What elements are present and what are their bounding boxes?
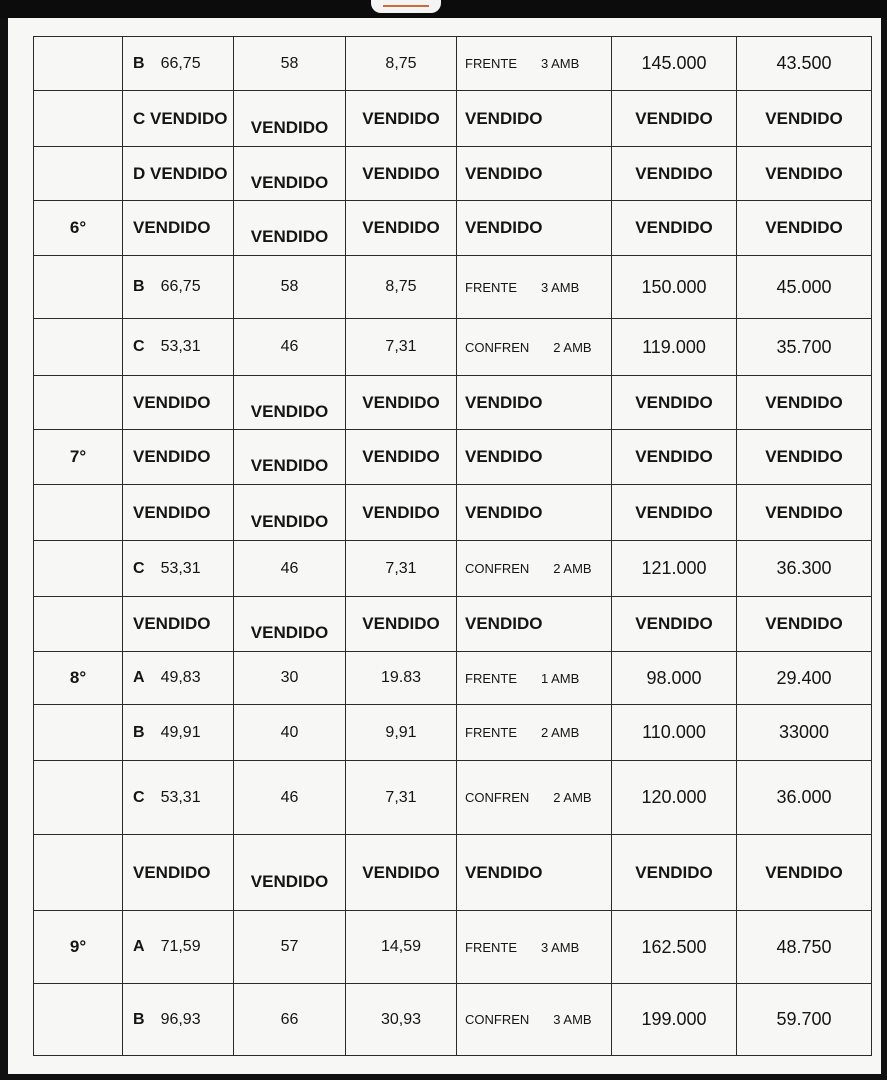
down-payment-cell [737,37,872,91]
uncovered-area: 9,91 [385,723,417,741]
rooms-label: 3 AMB [541,939,580,955]
table-row [34,201,872,256]
price-cell [612,911,737,984]
unit-total-area: 53,31 [160,338,201,355]
table-row [34,597,872,652]
floor-cell [34,541,123,597]
uncovered-area-cell [346,541,457,597]
floor-cell [34,835,123,911]
down-payment-cell [737,485,872,541]
price-value: 110.000 [642,722,706,742]
sold-label: VENDIDO [465,862,543,882]
down-payment-cell [737,256,872,319]
unit-cell [123,485,234,541]
price-cell [612,761,737,835]
floor-cell [34,984,123,1056]
type-cell [457,761,612,835]
rooms-label: 3 AMB [553,1012,592,1027]
covered-area: 46 [280,338,299,355]
screen-top-bar [0,0,887,18]
unit-letter: C [133,788,145,806]
type-cell [457,705,612,761]
unit-total-area: 49,91 [160,723,201,741]
uncovered-area-cell [346,37,457,91]
unit-cell [123,376,234,430]
scroll-handle[interactable] [371,0,441,13]
sold-label: VENDIDO [465,447,543,466]
covered-area: 57 [280,938,299,955]
covered-area: 40 [280,723,299,741]
sold-label: VENDIDO [465,218,543,237]
type-cell [457,91,612,147]
down-payment-value: 33000 [778,722,830,742]
sold-label: VENDIDO [250,227,329,246]
sold-label: VENDIDO [465,108,543,128]
down-payment-value: 43.500 [776,53,832,73]
down-payment-cell [737,319,872,376]
floor-label: 9° [69,937,87,956]
uncovered-area-cell [346,319,457,376]
down-payment-cell [737,201,872,256]
sold-label: VENDIDO [635,502,713,522]
type-cell [457,835,612,911]
floor-label: 8° [69,668,87,687]
table-row [34,256,872,319]
uncovered-area: 8,75 [385,54,417,72]
uncovered-area: 30,93 [380,1010,422,1028]
unit-label: VENDIDO [133,502,211,522]
type-cell [457,319,612,376]
unit-cell [123,541,234,597]
covered-area-cell [234,597,346,652]
type-cell [457,147,612,201]
covered-area: 66 [280,1010,299,1028]
unit-letter: C [133,559,145,577]
down-payment-cell [737,541,872,597]
unit-total-area: 66,75 [160,54,201,72]
unit-letter: A [133,938,145,955]
unit-cell [123,705,234,761]
covered-area-cell [234,911,346,984]
unit-cell [123,37,234,91]
sold-label: VENDIDO [362,218,440,237]
price-cell [612,256,737,319]
floor-cell [34,761,123,835]
sold-label: VENDIDO [635,862,713,882]
sold-label: VENDIDO [362,614,440,633]
floor-cell [34,256,123,319]
price-cell [612,652,737,705]
down-payment-value: 36.300 [776,558,832,578]
table-row [34,376,872,430]
price-value: 98.000 [646,667,702,688]
unit-cell [123,147,234,201]
covered-area: 58 [280,278,299,295]
price-value: 121.000 [641,558,707,578]
floor-cell [34,652,123,705]
unit-letter: A [133,669,145,686]
covered-area: 58 [280,54,299,72]
unit-letter: C [133,338,145,355]
sold-label: VENDIDO [362,447,440,466]
unit-cell [123,597,234,652]
floor-cell [34,597,123,652]
unit-label: VENDIDO [133,614,211,633]
unit-letter: B [133,278,145,295]
sold-label: VENDIDO [765,108,843,128]
price-cell [612,201,737,256]
floor-cell [34,37,123,91]
unit-total-area: 49,83 [160,669,201,686]
covered-area-cell [234,541,346,597]
down-payment-cell [737,376,872,430]
floor-cell [34,376,123,430]
price-value: 199.000 [641,1009,707,1029]
covered-area-cell [234,761,346,835]
price-cell [612,705,737,761]
type-cell [457,541,612,597]
sold-label: VENDIDO [635,108,713,128]
unit-cell [123,201,234,256]
uncovered-area-cell [346,485,457,541]
uncovered-area: 8,75 [385,278,417,295]
uncovered-area: 14,59 [380,938,422,955]
orientation-label: FRENTE [465,725,517,740]
table-row [34,430,872,485]
table-row [34,91,872,147]
rooms-label: 2 AMB [553,561,592,576]
unit-total-area: 71,59 [160,938,201,955]
sold-label: VENDIDO [765,862,843,882]
sold-label: VENDIDO [250,456,329,475]
sold-label: VENDIDO [250,511,329,531]
floor-cell [34,201,123,256]
sold-label: VENDIDO [362,163,440,183]
unit-cell [123,430,234,485]
sold-label: VENDIDO [765,163,843,183]
sold-label: VENDIDO [250,871,329,891]
rooms-label: 3 AMB [541,56,580,71]
orientation-label: CONFREN [465,790,530,805]
price-cell [612,597,737,652]
price-cell [612,37,737,91]
uncovered-area-cell [346,705,457,761]
uncovered-area-cell [346,201,457,256]
type-cell [457,597,612,652]
unit-cell [123,835,234,911]
table-row [34,319,872,376]
uncovered-area-cell [346,652,457,705]
unit-letter: B [133,1010,145,1028]
covered-area-cell [234,485,346,541]
down-payment-value: 45.000 [776,276,832,297]
down-payment-value: 59.700 [776,1009,832,1029]
price-list-table [33,36,872,1056]
type-cell [457,376,612,430]
covered-area: 46 [280,788,299,806]
uncovered-area-cell [346,835,457,911]
price-cell [612,485,737,541]
sold-label: VENDIDO [250,172,329,192]
unit-cell [123,652,234,705]
down-payment-cell [737,705,872,761]
unit-letter: B [133,723,145,741]
table-row [34,911,872,984]
handle-mark [383,5,429,7]
table-row [34,485,872,541]
unit-cell [123,256,234,319]
price-cell [612,376,737,430]
sold-label: VENDIDO [635,614,713,633]
type-cell [457,37,612,91]
unit-cell [123,91,234,147]
uncovered-area-cell [346,147,457,201]
unit-total-area: 53,31 [160,559,201,577]
sold-label: VENDIDO [250,117,329,137]
sold-label: VENDIDO [362,502,440,522]
covered-area-cell [234,652,346,705]
uncovered-area-cell [346,376,457,430]
covered-area-cell [234,319,346,376]
price-cell [612,147,737,201]
sold-label: VENDIDO [765,392,843,412]
sold-label: VENDIDO [362,108,440,128]
covered-area-cell [234,705,346,761]
type-cell [457,485,612,541]
price-value: 162.500 [641,936,707,957]
floor-label: 6° [69,218,87,237]
orientation-label: FRENTE [465,56,517,71]
down-payment-value: 29.400 [776,667,832,688]
type-cell [457,984,612,1056]
covered-area-cell [234,91,346,147]
unit-label: C VENDIDO [133,108,228,128]
down-payment-cell [737,147,872,201]
down-payment-cell [737,761,872,835]
table-row [34,705,872,761]
sold-label: VENDIDO [362,392,440,412]
price-cell [612,984,737,1056]
price-cell [612,430,737,485]
uncovered-area-cell [346,761,457,835]
covered-area-cell [234,835,346,911]
orientation-label: FRENTE [465,939,517,955]
down-payment-value: 35.700 [776,336,832,357]
type-cell [457,652,612,705]
price-cell [612,541,737,597]
floor-cell [34,147,123,201]
sold-label: VENDIDO [635,392,713,412]
type-cell [457,201,612,256]
orientation-label: CONFREN [465,561,530,576]
orientation-label: CONFREN [465,1012,530,1027]
type-cell [457,430,612,485]
unit-label: VENDIDO [133,392,211,412]
down-payment-cell [737,430,872,485]
covered-area-cell [234,201,346,256]
down-payment-cell [737,911,872,984]
uncovered-area-cell [346,911,457,984]
floor-cell [34,911,123,984]
covered-area: 30 [280,669,299,686]
uncovered-area-cell [346,597,457,652]
down-payment-cell [737,597,872,652]
unit-cell [123,761,234,835]
floor-cell [34,430,123,485]
uncovered-area-cell [346,91,457,147]
floor-cell [34,705,123,761]
sold-label: VENDIDO [250,401,329,421]
unit-total-area: 96,93 [160,1010,201,1028]
type-cell [457,256,612,319]
sold-label: VENDIDO [465,614,543,633]
down-payment-cell [737,91,872,147]
unit-label: VENDIDO [133,862,211,882]
sold-label: VENDIDO [635,218,713,237]
unit-cell [123,984,234,1056]
down-payment-value: 48.750 [776,936,832,957]
unit-total-area: 66,75 [160,278,201,295]
down-payment-cell [737,984,872,1056]
covered-area-cell [234,430,346,485]
document-page [8,18,881,1074]
rooms-label: 2 AMB [541,725,580,740]
uncovered-area: 7,31 [385,788,417,806]
orientation-label: FRENTE [465,279,517,295]
rooms-label: 3 AMB [541,279,580,295]
sold-label: VENDIDO [765,502,843,522]
table-row [34,761,872,835]
price-value: 119.000 [642,336,706,357]
covered-area-cell [234,147,346,201]
sold-label: VENDIDO [465,392,543,412]
covered-area: 46 [280,559,299,577]
sold-label: VENDIDO [635,447,713,466]
sold-label: VENDIDO [250,623,329,642]
uncovered-area-cell [346,430,457,485]
uncovered-area: 19.83 [380,669,422,686]
down-payment-cell [737,835,872,911]
price-cell [612,835,737,911]
covered-area-cell [234,376,346,430]
sold-label: VENDIDO [765,614,843,633]
type-cell [457,911,612,984]
uncovered-area-cell [346,256,457,319]
sold-label: VENDIDO [362,862,440,882]
uncovered-area: 7,31 [385,559,417,577]
floor-cell [34,319,123,376]
table-row [34,652,872,705]
uncovered-area-cell [346,984,457,1056]
unit-cell [123,911,234,984]
price-value: 120.000 [641,787,707,807]
covered-area-cell [234,37,346,91]
sold-label: VENDIDO [465,163,543,183]
unit-letter: B [133,54,145,72]
orientation-label: FRENTE [465,670,517,686]
table-row [34,147,872,201]
sold-label: VENDIDO [465,502,543,522]
rooms-label: 1 AMB [541,670,580,686]
rooms-label: 2 AMB [553,339,592,355]
unit-label: VENDIDO [133,447,211,466]
floor-label: 7° [69,447,87,466]
rooms-label: 2 AMB [553,790,592,805]
price-value: 150.000 [641,276,707,297]
covered-area-cell [234,256,346,319]
unit-label: D VENDIDO [133,163,228,183]
sold-label: VENDIDO [635,163,713,183]
floor-cell [34,485,123,541]
price-value: 145.000 [641,53,707,73]
sold-label: VENDIDO [765,447,843,466]
down-payment-cell [737,652,872,705]
table-row [34,541,872,597]
down-payment-value: 36.000 [776,787,832,807]
floor-cell [34,91,123,147]
sold-label: VENDIDO [765,218,843,237]
orientation-label: CONFREN [465,339,530,355]
covered-area-cell [234,984,346,1056]
unit-cell [123,319,234,376]
table-row [34,835,872,911]
uncovered-area: 7,31 [385,338,417,355]
unit-label: VENDIDO [133,218,211,237]
table-row [34,984,872,1056]
table-row [34,37,872,91]
unit-total-area: 53,31 [160,788,201,806]
price-cell [612,319,737,376]
price-cell [612,91,737,147]
